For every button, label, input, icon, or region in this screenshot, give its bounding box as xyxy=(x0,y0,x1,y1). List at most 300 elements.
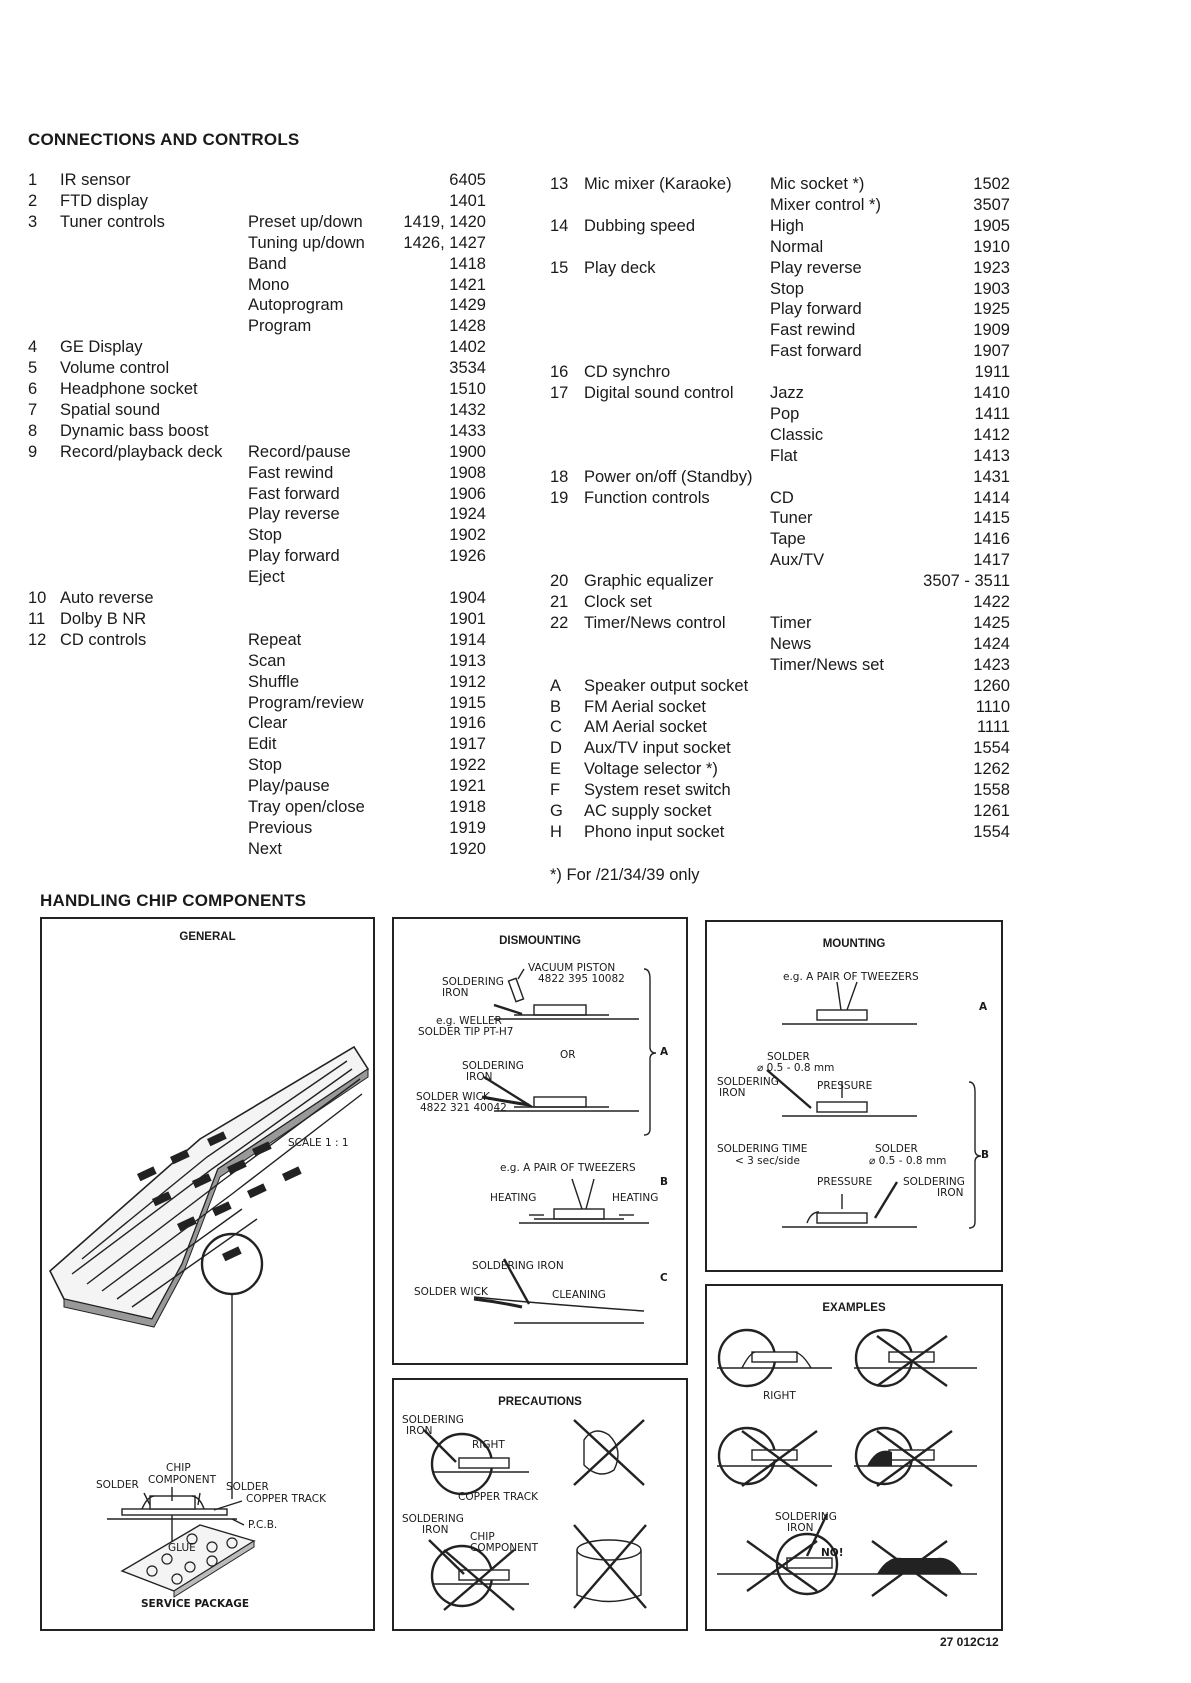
row-sub-item: Tuning up/down xyxy=(248,233,365,252)
row-name: Graphic equalizer xyxy=(584,572,714,591)
row-number: 8 xyxy=(28,421,38,440)
service-package-label: SERVICE PACKAGE xyxy=(141,1598,250,1610)
row-number: 20 xyxy=(550,572,569,591)
row-code: 1919 xyxy=(449,818,486,837)
row-code: 1261 xyxy=(973,802,1010,820)
mounting-tweezers-label: e.g. A PAIR OF TWEEZERS xyxy=(783,971,919,983)
row-sub-item: Band xyxy=(248,254,287,273)
mounting-iron-label-2a: SOLDERING xyxy=(903,1176,965,1188)
row-sub-item: Eject xyxy=(248,568,285,587)
connection-row xyxy=(550,717,1010,737)
connection-row xyxy=(550,759,1010,779)
row-name: Spatial sound xyxy=(60,400,160,419)
panel-general-title: GENERAL xyxy=(179,931,236,943)
row-sub-item: Timer/News set xyxy=(770,655,884,674)
connection-row xyxy=(550,529,1010,549)
connection-row xyxy=(28,525,486,545)
row-name: IR sensor xyxy=(60,171,131,189)
connection-row xyxy=(28,693,486,713)
row-code: 1912 xyxy=(449,672,486,691)
row-code: 1910 xyxy=(973,237,1010,256)
row-number: 3 xyxy=(28,212,38,231)
connection-row xyxy=(28,421,486,441)
connection-row xyxy=(28,316,486,336)
row-name: Dubbing speed xyxy=(584,216,696,235)
row-code: 1419, 1420 xyxy=(403,212,486,231)
soldering-time-value: < 3 sec/side xyxy=(735,1155,800,1167)
row-sub-item: Normal xyxy=(770,237,824,256)
row-code: 1416 xyxy=(973,530,1010,549)
connection-row xyxy=(550,299,1010,319)
connection-row xyxy=(550,446,1010,466)
row-name: Record/playback deck xyxy=(60,442,223,461)
or-label: OR xyxy=(560,1049,576,1061)
row-number: 5 xyxy=(28,359,38,378)
footnote: *) For /21/34/39 only xyxy=(550,866,700,884)
row-code: 1110 xyxy=(975,697,1010,716)
connection-row xyxy=(550,634,1010,654)
vacuum-piston-number: 4822 395 10082 xyxy=(538,973,625,985)
row-sub-item: CD xyxy=(770,488,794,507)
mounting-diameter-2: ⌀ 0.5 - 0.8 mm xyxy=(869,1155,947,1167)
row-code: 1418 xyxy=(449,254,486,273)
row-code: 1911 xyxy=(974,363,1010,382)
row-name: AC supply socket xyxy=(584,802,712,820)
row-sub-item: Program xyxy=(248,317,312,336)
row-sub-item: Stop xyxy=(248,756,282,775)
row-sub-item: Tray open/close xyxy=(248,798,365,816)
connection-row xyxy=(28,567,486,587)
document-number: 27 012C12 xyxy=(940,1635,999,1649)
connection-row xyxy=(28,295,486,315)
row-number: E xyxy=(550,760,562,779)
row-code: 3507 xyxy=(973,195,1010,214)
connection-row xyxy=(550,404,1010,424)
row-code: 1914 xyxy=(449,630,486,649)
chip-label: CHIP xyxy=(166,1462,191,1474)
step-a-label: A xyxy=(660,1046,669,1058)
row-number: 22 xyxy=(550,613,569,632)
connection-row xyxy=(28,170,486,190)
row-code: 1924 xyxy=(449,505,486,524)
row-code: 1412 xyxy=(973,425,1010,444)
step-b-label: B xyxy=(660,1176,669,1188)
row-number: 15 xyxy=(550,258,569,277)
row-name: Power on/off (Standby) xyxy=(584,467,753,486)
row-number: 1 xyxy=(28,171,38,189)
row-code: 1902 xyxy=(449,526,486,545)
row-code: 1432 xyxy=(449,400,486,419)
example-iron-label-1: SOLDERING xyxy=(775,1511,837,1523)
row-code: 1918 xyxy=(449,798,486,816)
row-name: GE Display xyxy=(60,338,143,357)
row-code: 1923 xyxy=(973,258,1010,277)
row-sub-item: Previous xyxy=(248,818,313,837)
precaution-iron-label-1b: IRON xyxy=(406,1425,433,1437)
row-number: D xyxy=(550,739,562,758)
connection-row xyxy=(550,320,1010,340)
row-code: 6405 xyxy=(449,171,486,189)
row-code: 1422 xyxy=(973,593,1010,611)
row-name: Timer/News control xyxy=(584,613,726,632)
row-sub-item: Next xyxy=(248,839,282,858)
row-code: 1916 xyxy=(449,714,486,733)
connection-row xyxy=(550,488,1010,508)
connection-row xyxy=(550,174,1010,194)
row-code: 1903 xyxy=(973,279,1010,298)
component-label: COMPONENT xyxy=(148,1474,217,1486)
solder-right-label: SOLDER xyxy=(226,1481,269,1493)
row-number: A xyxy=(550,676,562,695)
row-name: Play deck xyxy=(584,258,656,277)
row-code: 1425 xyxy=(973,613,1010,632)
row-code: 1402 xyxy=(449,338,486,357)
precaution-chip-label: CHIP xyxy=(470,1531,495,1543)
precaution-right-label: RIGHT xyxy=(472,1439,505,1451)
row-code: 3534 xyxy=(449,359,486,378)
panel-examples xyxy=(705,1284,1003,1631)
connection-row xyxy=(550,780,1010,800)
row-name: Auto reverse xyxy=(60,589,154,607)
soldering-time-label: SOLDERING TIME xyxy=(717,1143,808,1155)
connection-row xyxy=(550,592,1010,612)
connection-row xyxy=(550,383,1010,403)
row-sub-item: Mixer control *) xyxy=(770,195,881,214)
connection-row xyxy=(28,275,486,295)
row-code: 1510 xyxy=(449,380,486,398)
row-name: Headphone socket xyxy=(60,380,198,398)
row-sub-item: Autoprogram xyxy=(248,296,344,315)
mounting-pressure-label-1: PRESSURE xyxy=(817,1080,873,1092)
connection-row xyxy=(550,362,1010,382)
connection-row xyxy=(28,713,486,733)
row-name: AM Aerial socket xyxy=(584,718,707,737)
row-code: 1909 xyxy=(973,321,1010,340)
row-number: 16 xyxy=(550,363,569,382)
examples-illustration xyxy=(707,1286,1001,1629)
row-sub-item: Tape xyxy=(770,530,806,549)
connection-row xyxy=(28,400,486,420)
row-code: 1908 xyxy=(449,463,486,482)
row-name: FM Aerial socket xyxy=(584,697,706,716)
row-name: Volume control xyxy=(60,359,170,378)
example-right-label: RIGHT xyxy=(763,1390,796,1402)
pcb-illustration xyxy=(42,919,373,1629)
row-sub-item: Record/pause xyxy=(248,442,351,461)
row-sub-item: Fast rewind xyxy=(770,321,856,340)
row-sub-item: Classic xyxy=(770,425,824,444)
row-sub-item: Edit xyxy=(248,735,277,754)
mounting-iron-label-1b: IRON xyxy=(719,1087,746,1099)
row-number: 13 xyxy=(550,175,569,193)
row-code: 1428 xyxy=(449,317,486,336)
row-code: 1901 xyxy=(449,609,486,628)
connection-row xyxy=(550,697,1010,717)
row-code: 1904 xyxy=(449,589,486,607)
connection-row xyxy=(550,258,1010,278)
cleaning-iron-label: SOLDERING IRON xyxy=(472,1260,564,1272)
row-code: 1401 xyxy=(449,191,486,210)
row-code: 1410 xyxy=(973,384,1010,402)
row-name: Clock set xyxy=(584,593,652,611)
heating-right-label: HEATING xyxy=(612,1192,659,1204)
row-number: 18 xyxy=(550,467,569,486)
connection-row xyxy=(28,358,486,378)
scale-label: SCALE 1 : 1 xyxy=(288,1137,349,1149)
connection-row xyxy=(550,822,1010,842)
row-number: F xyxy=(550,781,561,800)
row-sub-item: Pop xyxy=(770,404,800,423)
mounting-solder-label: SOLDER xyxy=(767,1051,810,1063)
row-sub-item: Timer xyxy=(770,613,812,632)
cleaning-label: CLEANING xyxy=(552,1289,606,1301)
row-sub-item: Jazz xyxy=(770,384,804,402)
row-code: 1920 xyxy=(449,839,486,858)
panel-examples-title: EXAMPLES xyxy=(822,1302,886,1314)
connection-row xyxy=(28,672,486,692)
row-number: C xyxy=(550,718,562,737)
weller-label-1: e.g. WELLER xyxy=(436,1015,502,1027)
row-code: 1554 xyxy=(973,822,1010,841)
soldering-iron-label-2a: SOLDERING xyxy=(462,1060,524,1072)
soldering-iron-label-1a: SOLDERING xyxy=(442,976,504,988)
connection-row xyxy=(550,613,1010,633)
precaution-copper-label: COPPER TRACK xyxy=(458,1491,539,1503)
panel-mounting xyxy=(705,920,1003,1272)
solder-wick-number: 4822 321 40042 xyxy=(420,1102,507,1114)
row-code: 1906 xyxy=(449,484,486,503)
row-name: Speaker output socket xyxy=(584,676,749,695)
connection-row xyxy=(550,801,1010,821)
row-number: 11 xyxy=(28,609,46,628)
panel-dismounting xyxy=(392,917,688,1365)
row-number: 9 xyxy=(28,442,38,461)
row-name: CD synchro xyxy=(584,363,671,382)
row-name: Function controls xyxy=(584,488,710,507)
row-sub-item: Flat xyxy=(770,446,798,465)
row-code: 1922 xyxy=(449,756,486,775)
example-no-label: NO! xyxy=(821,1547,844,1559)
mounting-step-a-label: A xyxy=(979,1001,988,1013)
row-sub-item: Stop xyxy=(770,279,804,298)
connection-row xyxy=(28,212,486,232)
soldering-iron-label-1b: IRON xyxy=(442,987,469,999)
panel-dismounting-title: DISMOUNTING xyxy=(499,935,581,947)
row-code: 1905 xyxy=(973,216,1010,235)
row-code: 1414 xyxy=(973,488,1010,507)
mounting-step-b-label: B xyxy=(981,1149,990,1161)
pcb-label: P.C.B. xyxy=(248,1519,278,1531)
row-code: 1558 xyxy=(973,781,1010,800)
row-name: Voltage selector *) xyxy=(584,760,718,779)
heating-left-label: HEATING xyxy=(490,1192,537,1204)
row-sub-item: Tuner xyxy=(770,509,813,528)
connection-row xyxy=(28,630,486,650)
connection-row xyxy=(28,484,486,504)
row-sub-item: Repeat xyxy=(248,630,302,649)
row-number: 12 xyxy=(28,630,47,649)
row-code: 1423 xyxy=(973,655,1010,674)
precaution-iron-label-2b: IRON xyxy=(422,1524,449,1536)
row-sub-item: Fast forward xyxy=(770,342,862,361)
connection-row xyxy=(550,571,1010,591)
row-code: 1421 xyxy=(449,275,486,294)
row-sub-item: Fast forward xyxy=(248,484,340,503)
row-number: 4 xyxy=(28,338,38,357)
tweezers-label: e.g. A PAIR OF TWEEZERS xyxy=(500,1162,636,1174)
row-number: 17 xyxy=(550,384,569,402)
row-sub-item: Play reverse xyxy=(770,258,862,277)
connection-row xyxy=(28,839,486,859)
connection-row xyxy=(550,508,1010,528)
row-code: 1429 xyxy=(449,296,486,315)
connection-row xyxy=(28,337,486,357)
connection-row xyxy=(550,341,1010,361)
connection-row xyxy=(28,609,486,629)
panel-mounting-title: MOUNTING xyxy=(822,938,886,950)
row-code: 1260 xyxy=(973,676,1010,695)
row-code: 1413 xyxy=(973,446,1010,465)
connection-row xyxy=(28,254,486,274)
connection-row xyxy=(28,797,486,817)
solder-wick-label: SOLDER WICK xyxy=(416,1091,490,1103)
row-sub-item: Preset up/down xyxy=(248,212,363,231)
row-code: 1926 xyxy=(449,547,486,566)
connection-row xyxy=(28,463,486,483)
row-number: 14 xyxy=(550,216,569,235)
mounting-diameter-1: ⌀ 0.5 - 0.8 mm xyxy=(757,1062,835,1074)
mounting-solder-label-2: SOLDER xyxy=(875,1143,918,1155)
connection-row xyxy=(28,651,486,671)
section-title-connections: CONNECTIONS AND CONTROLS xyxy=(28,130,300,149)
row-number: 21 xyxy=(550,593,569,611)
connection-row xyxy=(550,676,1010,696)
row-sub-item: Play/pause xyxy=(248,777,330,796)
connection-row xyxy=(550,738,1010,758)
row-code: 1111 xyxy=(976,718,1010,737)
panel-general xyxy=(40,917,375,1631)
row-number: 6 xyxy=(28,380,38,398)
row-sub-item: Play forward xyxy=(248,547,340,566)
row-number: 7 xyxy=(28,400,38,419)
row-number: 19 xyxy=(550,488,569,507)
precaution-iron-label-1a: SOLDERING xyxy=(402,1414,464,1426)
row-code: 1433 xyxy=(449,421,486,440)
row-sub-item: High xyxy=(770,216,804,235)
connection-row xyxy=(28,755,486,775)
connection-row xyxy=(28,233,486,253)
row-code: 3507 - 3511 xyxy=(923,572,1010,591)
solder-left-label: SOLDER xyxy=(96,1479,139,1491)
row-sub-item: Mic socket *) xyxy=(770,175,865,193)
row-code: 1917 xyxy=(449,735,486,754)
row-name: Phono input socket xyxy=(584,822,725,841)
row-code: 1915 xyxy=(449,693,486,712)
row-code: 1415 xyxy=(973,509,1010,528)
row-code: 1426, 1427 xyxy=(403,233,486,252)
connection-row xyxy=(28,504,486,524)
row-code: 1921 xyxy=(449,777,486,796)
step-c-label: C xyxy=(660,1272,668,1284)
connection-row xyxy=(550,237,1010,257)
row-sub-item: Play forward xyxy=(770,300,862,319)
connection-row xyxy=(28,776,486,796)
row-code: 1907 xyxy=(973,342,1010,361)
row-sub-item: Aux/TV xyxy=(770,551,825,570)
row-name: FTD display xyxy=(60,191,149,210)
connection-row xyxy=(28,546,486,566)
panel-precautions xyxy=(392,1378,688,1631)
panel-precautions-title: PRECAUTIONS xyxy=(498,1396,582,1408)
row-sub-item: Program/review xyxy=(248,693,364,712)
row-sub-item: Play reverse xyxy=(248,505,340,524)
connection-row xyxy=(550,195,1010,215)
connection-row xyxy=(28,818,486,838)
row-name: Aux/TV input socket xyxy=(584,739,731,758)
soldering-iron-label-2b: IRON xyxy=(466,1071,493,1083)
row-number: G xyxy=(550,802,563,820)
row-sub-item: Scan xyxy=(248,651,286,670)
connection-row xyxy=(550,425,1010,445)
cleaning-wick-label: SOLDER WICK xyxy=(414,1286,488,1298)
row-code: 1411 xyxy=(974,404,1010,423)
row-sub-item: Stop xyxy=(248,526,282,545)
weller-label-2: SOLDER TIP PT-H7 xyxy=(418,1026,514,1038)
connection-row xyxy=(28,191,486,211)
row-code: 1913 xyxy=(449,651,486,670)
row-name: Mic mixer (Karaoke) xyxy=(584,175,732,193)
row-number: B xyxy=(550,697,562,716)
row-sub-item: Fast rewind xyxy=(248,463,334,482)
row-name: Digital sound control xyxy=(584,384,734,402)
row-code: 1262 xyxy=(973,760,1010,779)
row-number: H xyxy=(550,822,562,841)
row-name: Dolby B NR xyxy=(60,609,147,628)
glue-label: GLUE xyxy=(168,1542,196,1554)
precaution-component-label: COMPONENT xyxy=(470,1542,539,1554)
example-iron-label-2: IRON xyxy=(787,1522,814,1534)
connection-row xyxy=(550,279,1010,299)
row-code: 1554 xyxy=(973,739,1010,758)
connection-row xyxy=(28,442,486,462)
row-code: 1417 xyxy=(973,551,1010,570)
mounting-pressure-label-2: PRESSURE xyxy=(817,1176,873,1188)
connection-row xyxy=(28,379,486,399)
row-number: 2 xyxy=(28,191,38,210)
row-code: 1900 xyxy=(449,442,486,461)
connection-row xyxy=(28,734,486,754)
row-code: 1925 xyxy=(973,300,1010,319)
row-sub-item: Shuffle xyxy=(248,672,300,691)
connection-row xyxy=(550,216,1010,236)
row-sub-item: News xyxy=(770,634,812,653)
mounting-iron-label-2b: IRON xyxy=(937,1187,964,1199)
copper-track-label: COPPER TRACK xyxy=(246,1493,327,1505)
row-code: 1502 xyxy=(973,175,1010,193)
row-code: 1424 xyxy=(973,634,1010,653)
row-name: CD controls xyxy=(60,630,147,649)
connection-row xyxy=(550,467,1010,487)
row-name: Tuner controls xyxy=(60,212,165,231)
row-sub-item: Clear xyxy=(248,714,288,733)
row-name: Dynamic bass boost xyxy=(60,421,209,440)
precaution-iron-label-2a: SOLDERING xyxy=(402,1513,464,1525)
row-name: System reset switch xyxy=(584,781,731,800)
connection-row xyxy=(550,655,1010,675)
vacuum-piston-label: VACUUM PISTON xyxy=(528,962,616,974)
row-code: 1431 xyxy=(973,467,1010,486)
row-number: 10 xyxy=(28,589,47,607)
